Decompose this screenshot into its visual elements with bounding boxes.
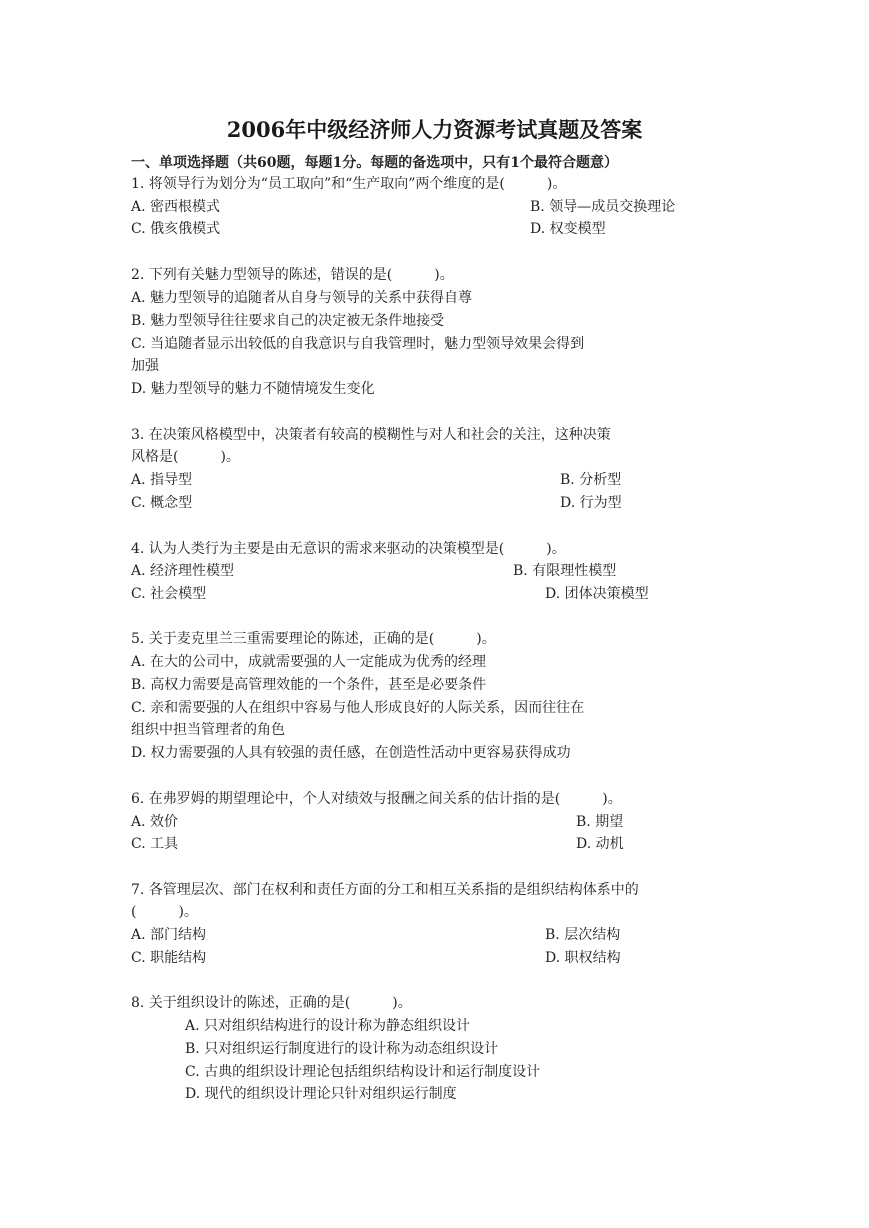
option-d: D. 团体决策模型 xyxy=(545,586,649,602)
option-b: B. 领导—成员交换理论 xyxy=(530,199,676,215)
question-stem: 3. 在决策风格模型中，决策者有较高的模糊性与对人和社会的关注，这种决策 xyxy=(131,427,611,443)
option-b: B. 高权力需要是高管理效能的一个条件，甚至是必要条件 xyxy=(131,677,487,693)
option-b: B. 有限理性模型 xyxy=(513,563,617,579)
option-a: A. 经济理性模型 xyxy=(131,563,235,579)
option-c: C. 概念型 xyxy=(131,495,193,511)
option-c-continued: 组织中担当管理者的角色 xyxy=(131,722,285,738)
question-stem-continued: ( )。 xyxy=(131,904,198,920)
option-a: A. 指导型 xyxy=(131,472,193,488)
option-a: A. 密西根模式 xyxy=(131,199,221,215)
option-d: D. 魅力型领导的魅力不随情境发生变化 xyxy=(131,381,375,397)
option-c: C. 职能结构 xyxy=(131,950,207,966)
option-d: D. 权力需要强的人具有较强的责任感，在创造性活动中更容易获得成功 xyxy=(131,745,571,761)
question-stem-continued: 风格是( )。 xyxy=(131,449,240,465)
option-c: C. 社会模型 xyxy=(131,586,207,602)
option-c-continued: 加强 xyxy=(131,358,159,374)
option-c: C. 古典的组织设计理论包括组织结构设计和运行制度设计 xyxy=(185,1064,541,1080)
option-d: D. 权变模型 xyxy=(530,221,606,237)
question-stem: 2. 下列有关魅力型领导的陈述，错误的是( )。 xyxy=(131,267,454,283)
option-d: D. 职权结构 xyxy=(545,950,621,966)
option-b: B. 期望 xyxy=(576,814,624,830)
option-c: C. 工具 xyxy=(131,836,179,852)
section-heading: 一、单项选择题（共60题，每题1分。每题的备选项中，只有1个最符合题意） xyxy=(131,155,618,171)
option-b: B. 只对组织运行制度进行的设计称为动态组织设计 xyxy=(185,1041,499,1057)
option-b: B. 魅力型领导往往要求自己的决定被无条件地接受 xyxy=(131,313,445,329)
option-d: D. 行为型 xyxy=(560,495,622,511)
question-stem: 6. 在弗罗姆的期望理论中，个人对绩效与报酬之间关系的估计指的是( )。 xyxy=(131,791,622,807)
option-a: A. 在大的公司中，成就需要强的人一定能成为优秀的经理 xyxy=(131,654,487,670)
option-d: D. 现代的组织设计理论只针对组织运行制度 xyxy=(185,1086,457,1102)
question-stem: 8. 关于组织设计的陈述，正确的是( )。 xyxy=(131,995,412,1011)
option-b: B. 分析型 xyxy=(560,472,622,488)
option-b: B. 层次结构 xyxy=(545,927,621,943)
option-a: A. 魅力型领导的追随者从自身与领导的关系中获得自尊 xyxy=(131,290,473,306)
option-c: C. 当追随者显示出较低的自我意识与自我管理时，魅力型领导效果会得到 xyxy=(131,336,585,352)
option-a: A. 只对组织结构进行的设计称为静态组织设计 xyxy=(185,1018,471,1034)
option-c: C. 亲和需要强的人在组织中容易与他人形成良好的人际关系，因而往往在 xyxy=(131,700,585,716)
option-c: C. 俄亥俄模式 xyxy=(131,221,221,237)
question-stem: 7. 各管理层次、部门在权利和责任方面的分工和相互关系指的是组织结构体系中的 xyxy=(131,882,639,898)
question-stem: 5. 关于麦克里兰三重需要理论的陈述，正确的是( )。 xyxy=(131,631,496,647)
question-stem: 4. 认为人类行为主要是由无意识的需求来驱动的决策模型是( )。 xyxy=(131,541,566,557)
option-a: A. 部门结构 xyxy=(131,927,207,943)
document-title: 2006年中级经济师人力资源考试真题及答案 xyxy=(226,117,643,142)
option-d: D. 动机 xyxy=(576,836,624,852)
option-a: A. 效价 xyxy=(131,814,179,830)
question-stem: 1. 将领导行为划分为“员工取向”和“生产取向”两个维度的是( )。 xyxy=(131,176,567,192)
